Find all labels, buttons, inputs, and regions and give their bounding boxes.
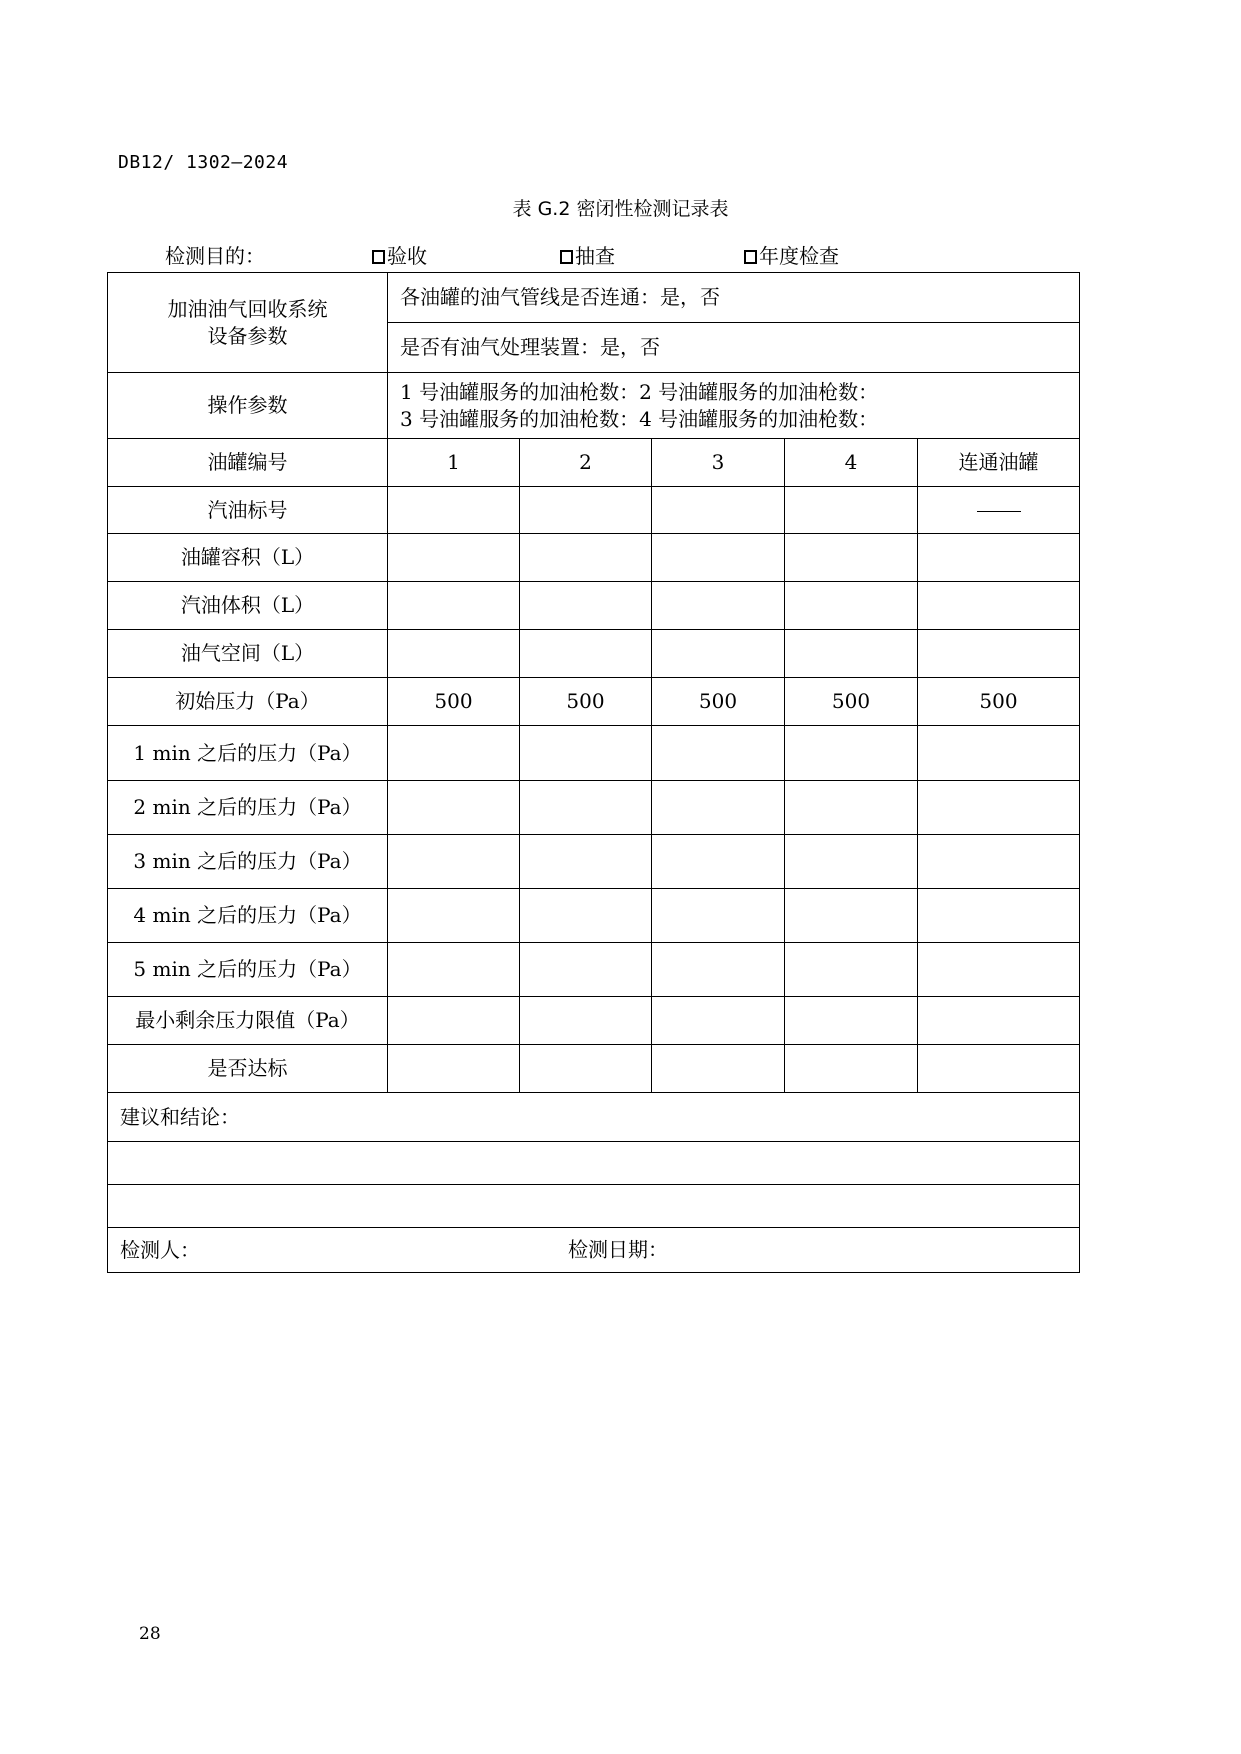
table-cell[interactable]: [388, 943, 520, 997]
table-cell[interactable]: [520, 889, 652, 943]
tank-col-3: 3: [652, 439, 785, 487]
table-cell[interactable]: [785, 835, 918, 889]
tank-col-1: 1: [388, 439, 520, 487]
table-cell[interactable]: [652, 835, 785, 889]
tank-number-label: 油罐编号: [108, 439, 388, 487]
table-row: [108, 943, 1080, 997]
table-cell[interactable]: [520, 630, 652, 678]
table-cell[interactable]: [520, 726, 652, 781]
vapor-space-label: 油气空间（L）: [108, 630, 388, 678]
checkbox-icon[interactable]: [372, 250, 385, 264]
table-cell[interactable]: [520, 781, 652, 835]
table-cell[interactable]: [388, 534, 520, 582]
table-row: [108, 534, 1080, 582]
table-cell[interactable]: [652, 726, 785, 781]
table-title: 表 G.2 密闭性检测记录表: [512, 198, 729, 220]
table-cell[interactable]: [652, 1045, 785, 1093]
gasoline-volume-label: 汽油体积（L）: [108, 582, 388, 630]
option-annual-inspection[interactable]: [744, 240, 839, 269]
table-cell[interactable]: [918, 835, 1080, 889]
table-cell[interactable]: [785, 487, 918, 534]
table-row: [108, 273, 1080, 323]
test-purpose-label: 检测目的：: [165, 244, 265, 268]
initial-pressure-value: 500: [785, 678, 918, 726]
table-row: [108, 1093, 1080, 1142]
table-row: [108, 1185, 1080, 1228]
option-spot-check[interactable]: [560, 240, 615, 269]
table-cell[interactable]: [388, 835, 520, 889]
table-cell[interactable]: [520, 582, 652, 630]
table-cell[interactable]: [785, 630, 918, 678]
table-row: [108, 889, 1080, 943]
operation-line2: 3 号油罐服务的加油枪数：4 号油罐服务的加油枪数：: [400, 406, 879, 431]
table-cell[interactable]: [652, 487, 785, 534]
table-cell[interactable]: [520, 943, 652, 997]
table-row: [108, 487, 1080, 534]
option-acceptance[interactable]: [372, 240, 427, 269]
table-cell[interactable]: [785, 889, 918, 943]
initial-pressure-value: 500: [520, 678, 652, 726]
page-number: 28: [139, 1624, 161, 1644]
table-cell[interactable]: [388, 997, 520, 1045]
test-purpose-row: [0, 240, 1241, 270]
table-cell[interactable]: [388, 487, 520, 534]
table-cell[interactable]: [652, 781, 785, 835]
conclusion-line[interactable]: [108, 1142, 1080, 1185]
table-cell[interactable]: [918, 781, 1080, 835]
equipment-label-line2: 设备参数: [207, 323, 288, 348]
initial-pressure-value: 500: [918, 678, 1080, 726]
pressure-1min-label: 1 min 之后的压力（Pa）: [108, 726, 388, 781]
checkbox-icon[interactable]: [744, 250, 757, 264]
checkbox-icon[interactable]: [560, 250, 573, 264]
pressure-4min-label: 4 min 之后的压力（Pa）: [108, 889, 388, 943]
pressure-3min-label: 3 min 之后的压力（Pa）: [108, 835, 388, 889]
dash-mark: [977, 511, 1021, 512]
tank-col-connected: 连通油罐: [918, 439, 1080, 487]
conclusion-line[interactable]: [108, 1185, 1080, 1228]
option-spot-check-label: 抽查: [575, 244, 615, 268]
table-cell[interactable]: [520, 534, 652, 582]
tank-volume-label: 油罐容积（L）: [108, 534, 388, 582]
table-row: [108, 373, 1080, 439]
test-date-label: 检测日期：: [568, 1237, 668, 1262]
table-row: [108, 630, 1080, 678]
table-cell[interactable]: [785, 1045, 918, 1093]
table-row: [108, 835, 1080, 889]
table-cell[interactable]: [918, 582, 1080, 630]
table-cell[interactable]: [388, 726, 520, 781]
table-cell[interactable]: [785, 997, 918, 1045]
table-cell[interactable]: [918, 534, 1080, 582]
record-table: [107, 272, 1080, 1273]
operation-params-values: [388, 373, 1080, 439]
table-cell[interactable]: [918, 630, 1080, 678]
table-cell[interactable]: [388, 889, 520, 943]
table-cell[interactable]: [388, 781, 520, 835]
table-cell[interactable]: [520, 1045, 652, 1093]
table-row: [108, 439, 1080, 487]
gasoline-grade-label: 汽油标号: [108, 487, 388, 534]
initial-pressure-value: 500: [652, 678, 785, 726]
table-row: [108, 1142, 1080, 1185]
document-id: DB12/ 1302—2024: [118, 152, 289, 173]
conclusion-label: 建议和结论：: [108, 1093, 1080, 1142]
pressure-2min-label: 2 min 之后的压力（Pa）: [108, 781, 388, 835]
table-cell[interactable]: [652, 534, 785, 582]
table-cell[interactable]: [785, 726, 918, 781]
tester-label: 检测人：: [120, 1237, 200, 1262]
initial-pressure-value: 500: [388, 678, 520, 726]
initial-pressure-label: 初始压力（Pa）: [108, 678, 388, 726]
equipment-params-label: [108, 273, 388, 373]
table-cell[interactable]: [652, 889, 785, 943]
tank-col-4: 4: [785, 439, 918, 487]
signature-row: [108, 1228, 1080, 1273]
not-applicable-cell: [918, 487, 1080, 534]
equipment-label-line1: 加油油气回收系统: [167, 296, 328, 321]
table-cell[interactable]: [520, 835, 652, 889]
tank-col-2: 2: [520, 439, 652, 487]
vapor-processor-question: 是否有油气处理装置：是，否: [388, 323, 1080, 373]
table-cell[interactable]: [652, 630, 785, 678]
table-cell[interactable]: [918, 1045, 1080, 1093]
table-cell[interactable]: [785, 781, 918, 835]
compliance-label: 是否达标: [108, 1045, 388, 1093]
pressure-5min-label: 5 min 之后的压力（Pa）: [108, 943, 388, 997]
table-cell[interactable]: [388, 582, 520, 630]
table-cell[interactable]: [918, 943, 1080, 997]
table-cell[interactable]: [520, 997, 652, 1045]
option-acceptance-label: 验收: [387, 244, 427, 268]
table-cell[interactable]: [652, 997, 785, 1045]
table-cell[interactable]: [785, 534, 918, 582]
table-cell[interactable]: [652, 582, 785, 630]
table-row: [108, 781, 1080, 835]
table-row: [108, 997, 1080, 1045]
table-row: [108, 1045, 1080, 1093]
table-cell[interactable]: [918, 889, 1080, 943]
table-row: [108, 726, 1080, 781]
operation-params-label: 操作参数: [108, 373, 388, 439]
table-row: [108, 582, 1080, 630]
table-cell[interactable]: [388, 1045, 520, 1093]
min-residual-pressure-label: 最小剩余压力限值（Pa）: [108, 997, 388, 1045]
table-row: [108, 678, 1080, 726]
table-cell[interactable]: [652, 943, 785, 997]
table-cell[interactable]: [918, 726, 1080, 781]
table-cell[interactable]: [388, 630, 520, 678]
table-row: [108, 1228, 1080, 1273]
table-cell[interactable]: [785, 582, 918, 630]
table-cell[interactable]: [520, 487, 652, 534]
table-cell[interactable]: [785, 943, 918, 997]
table-cell[interactable]: [918, 997, 1080, 1045]
option-annual-inspection-label: 年度检查: [759, 244, 839, 268]
operation-line1: 1 号油罐服务的加油枪数：2 号油罐服务的加油枪数：: [400, 379, 879, 404]
pipeline-connected-question: 各油罐的油气管线是否连通：是，否: [388, 273, 1080, 323]
